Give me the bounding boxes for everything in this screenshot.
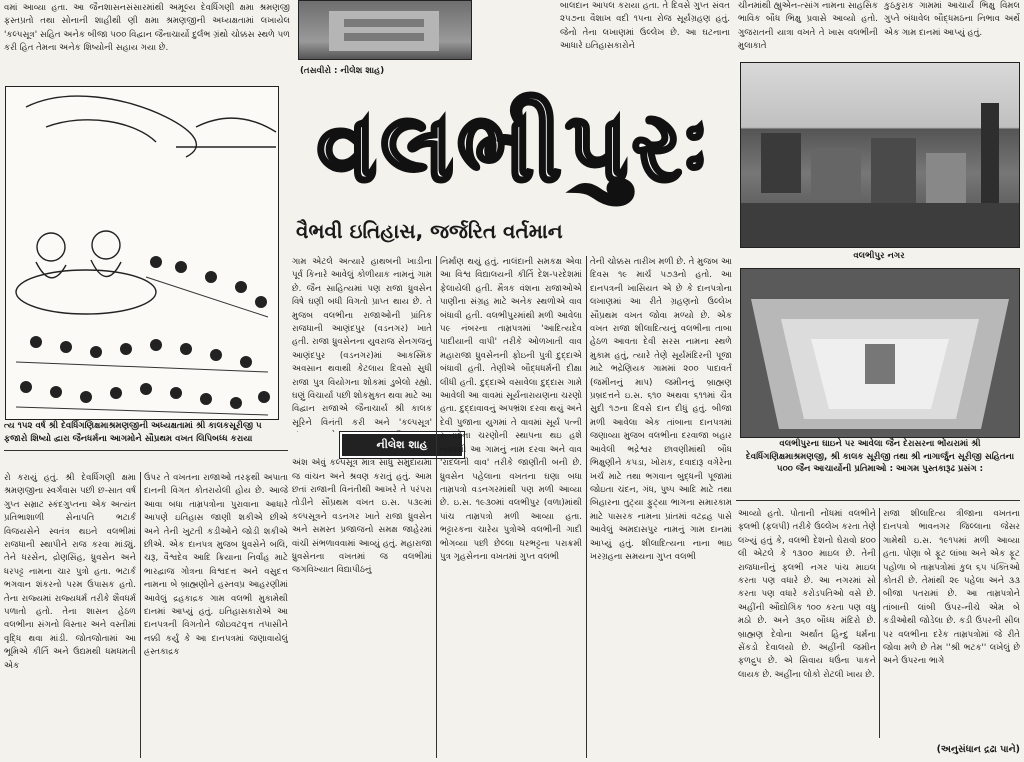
section-divider	[736, 500, 1020, 501]
article-column-mid-center	[144, 472, 288, 758]
continuation-note: (અનુસંધાન દ્રઢા પાને)	[936, 744, 1020, 755]
cellar-photo	[740, 268, 1020, 438]
article-column-a-cont	[292, 458, 432, 758]
article-text: ચીનમાંથી હ્યુએન-ત્સાંગ નામના સાહસિક ભાવિક બૌધ ભિક્ષુ પ્રવાસે આવ્યો હતો. ગુજરાતની યાત્રા વખતે તે ખાસ વલભીની મુલાકાતે	[738, 1, 878, 52]
sketch-caption: ત્ય ૧૫૨ વર્ષ શ્રી દેવર્ધિગણિક્ષમાશ્રમણજીની અધ્યક્ષતામાં શ્રી કાલકસૂરીજી ૫ ફજારો શિષ્યો દ્વારા જૈનધર્મના આગમોને સૌપ્રથમ વખત લિપિબધ્ધ કરાયા	[4, 421, 262, 444]
article-text: ગામ એટલે અત્યારે હાથબની ખાડીના પૂર્વ કિનારે આવેલું કોળીયાક નામનું ગામ છે. જૈન સાહિત્યમાં પણ રાજા ધ્રુવસેન વિષે ઘણી બધી વિગતો પ્રાપ્ત થાય છે. તે મુજબ વલભીના રાજાઓની પ્રાંતિક રાજધાની આણંદપુર (વડનગર) ખાતે હતી. રાજા ધ્રુવસેનના યુવરાજ સેનગજનું આણંદપુર (વડનગર)માં આકસ્મિક અવસાન થવાથી કેટલાય દિવસો સુધી રાજા પુત્ર વિયોગના શોકમાં ડુબેલો રહ્યો. ઘણું વિચાર્યા પછી શોકમુક્ત થવા માટે આ વિદ્વાન રાજાએ જૈનાચાર્ય શ્રી કાલક સૂરિને વિનંતી કરી અને 'કલ્પસૂત્ર'	[292, 257, 432, 428]
article-text: ઉપર તે વખતના રાજાઓ તરફથી અપાતા દાનની વિગત કોતરાયેલી હોય છે. આજે આવા બધા તામ્રપત્રોના પુરાવાના આધારે આપણે ઇતિહાસ જાણી શકીએ છીએ અને તેની ખુટતી કડીઓને જોડી શકીએ છીએ. એક દાનપત્ર મુજબ ધ્રુવસેને બલિ, ચરૂ, વૈશ્વદેવ આદિ ક્રિયાના નિર્વાહ માટે ભારદ્વાજ ગોત્રના વિશ્વદત્ત અને વસુદત્ત નામના બે બ્રાહ્મણોને હસ્તવપ્ર આહરણીમાં આવેલું દ્રહકાદ્રક ગામ વલભી મુકામેથી દાનમાં આપ્યું હતું. ઇતિહાસકારોએ આ દાનપત્રની વિગતોને જોઇવટવૃત્ત ત૫ાસીને નક્કી કર્યું કે આ દાનપત્રમાં જણાવાયેલું હ્રસ્તકાદ્રક	[144, 473, 288, 658]
column-divider	[586, 256, 587, 758]
column-divider	[140, 472, 141, 758]
building-photo-top	[298, 0, 472, 60]
headline-subtitle: વૈભવી ઇતિહાસ, જર્જરિત વર્તમાન	[296, 219, 563, 243]
section-divider	[4, 450, 288, 451]
photo-credit: (તસવીરો : નીલેશ શાહ)	[300, 66, 385, 76]
article-column-top-right-1	[560, 0, 730, 68]
article-text: તેની ચોક્કસ તારીખ મળી છે. તે મુજબ આ દિવસ ૧૯ માર્ચ ૫૭૩નો હતો. આ દાનપત્રની ખાસિયત એ છે કે દાનપત્રોના લખાણમાં આ રીતે ગ્રહણનો ઉલ્લેખ સૌપ્રથમ વખત જોવા મળ્યો છે. એક વખત રાજા શીલાદિત્યનું વલભીના તાબા હેઠળ આવતા દેવી સરસ નામના સ્થળે મુકામ હતું, ત્યારે તેણે સૂર્યમંદિરની પૂજા માટે ભદ્રેણિયક ગામમાં ૨૦૦ પાદાવર્ત (જમીનનું માપ) જમીનનું બ્રાહ્મણ પ્રબ્રદત્તને ઇ.સ. ૬૧૦ અથવા ૬૧૧માં ચૈત્ર સુદી ૧૭ના દિવસે દાન દીધું હતું. બીજા મળી આવેલા એક તાંબાના દાનપત્રમાં જણાવ્યા મુજબ વલભીના દરવાજા બહાર આવેલી ભદ્રેશ્વર છાવણીમાંથી બૌધ ભિક્ષુણીને કપડા, ખોરાક, દવાદારૂ વગેરેના ખર્ચ માટે તથા ભગવાન બુદ્ધની પૂજામાં જોઇતા ચંદન, ગંધ, પુષ્પ આદિ માટે તથા બિહારના તુટ્યા ફુટ્યા ભાગના સમારકામ માટે પાસરક નામના પ્રાંતમાં વટદ્રહ પાસે આવેલું અમદાસપુર નામનું ગામ દાનમાં આપ્યું હતું. શીલાદિત્યના નાના ભાઇ ખરગ્રહના સમયના ગુપ્ત વલભી	[590, 257, 732, 562]
article-column-top-right-3	[884, 0, 1020, 56]
article-column-c	[590, 256, 732, 758]
column-divider	[436, 256, 437, 758]
article-column-bottom-right-2	[883, 508, 1020, 740]
council-sketch-illustration	[5, 86, 279, 420]
headline-title: વલભીપુરઃ	[316, 91, 714, 203]
article-text: કુઠકુરાક ગામમાં આચાર્ય ભિક્ષુ વિમલ ગુપ્તે બંધાવેલ બૌદ્ધમઠના નિભાવ અર્થે એક ગામ દાનમાં આપ્યું હતું.	[884, 1, 1020, 38]
article-text: અંશ એવું કલ્પસૂત્ર માત્ર સાધુ સમુદાયમાં જ વાંચન અને શ્રવણ કરાતું હતું. આમ છતાં રાજાની વિનંતીથી આખરે તે પરંપરા તોડીને સૌપ્રથમ વખત ઇ.સ. ૫૩૯માં કલ્પસૂત્રને વડનગર ખાતે રાજા ધ્રુવસેન અને સમસ્ત પ્રજાજનો સમક્ષ જાહેરમાં વાંચી સંભળાવવામાં આવ્યું હતું. મહારાજા ધ્રુવસેનના વખતમાં જ વલભીમાં જગવિખ્યાત વિદ્યાપીઠનું	[292, 458, 432, 576]
article-column-bottom-right-1	[738, 508, 876, 758]
article-column-top-right-2	[738, 0, 878, 56]
rooftops-illustration	[741, 63, 1019, 247]
article-text: બાલદાન આપલ કરાયા હતા. તે દિવસે ગુપ્ત સંવત ૨૫૭ના વૈશાખ વદી ૧૫ના રોજ સૂર્યગ્રહણ હતું. જેનો તેના લખાણમાં ઉલ્લેખ છે. આ ઘટનાના આધારે ઇતિહાસકારોને	[560, 1, 730, 52]
cellar-idols-illustration	[741, 269, 1019, 437]
article-text: રો કરાયું હતું. શ્રી દેવર્ધિગણી ક્ષમા શ્રમણજીના સ્વર્ગવાસ પછી છ-સાત વર્ષ ગુપ્ત સમ્રાટ સ્કંદગુપ્તના એક અત્યંત પ્રતિભાશાળી સેનાપતિ ભટાર્ક વિજયસેને સ્વતંત્ર થઇને વલભીમાં રાજધાની સ્થાપીને રાજ કરવા માંડ્યું. તેને ધરસેન, દ્રોણસિંહ, ધ્રુવસેન અને ધરપટ્ટ નામના ચાર પુત્રો હતા. ભટાર્ક ભગવાન શંકરનો પરમ ઉપાસક હતો. તેના રાજ્યમાં રાજ્યધર્મ તરીકે શૈવધર્મ પળાતો હતો. તેના શાસન હેઠળ વલભીના સંગનો વિસ્તાર અને વસ્તીમાં વૃદ્ધિ થવા માંડી. જોતજોતામાં આ ભૂમિએ કીર્તિ અને ઉદ્યમથી ધમધમતી એક	[4, 473, 136, 671]
article-column-top-left	[4, 2, 290, 84]
article-text: વમાં આવ્યા હતા. આ જૈનશાસનસંસારમાંથી અમૂલ્ય દેવર્ધિગણી ક્ષમા શ્રમણજી ફસ્તપ્રતો તથા સોનાની શાહીથી ણી ક્ષમા શ્રમણજીની અધ્યક્ષતામાં લખાયેલ 'કલ્પસૂત્ર' સહિત અનેક બીજા ૫૦૦ વિદ્વાન જૈનાચાર્યો દુર્લભ ગ્રંથો ચોક્કસ સ્થળે ૫ળ કરી હિત તેમના અનેક શિષ્યોની સહાય ગયા છે.	[4, 3, 290, 54]
article-text: આવ્યો હતો. પોતાની નોંધમાં વલભીને ફ્લભી (ફલપી) તરીકે ઉલ્લેખ કરતા તેણે લખ્યું હતું કે, વલભી દેશનો ઘેરાવો ૪૦૦ લી એટલે કે ૧૩૦૦ માઇલ છે. તેની રાજધાનીનું ફ્લભી નગર પાંચ માઇલ કરતા પણ વધારે છે. આ નગરમાં સો કરતા પણ વધારે કરોડપતિઓ વસે છે. અહીંની ઔદ્યોગિક ૧૦૦ કરતા પણ વધુ મઠો છે. અને ૩૬૦ બૌધ્ધ મંદિરો છે. બ્રાહ્મણ દેવોના અર્થાત હિન્દુ ધર્મના સેંકડો દેવાલયો છે. અહીંની જમીન ફળદ્રુપ છે. એ સિવાય ધઉંના પાકને લાયક છે. અહીંના લોકો રોટલી ખાય છે.	[738, 509, 876, 680]
article-column-a	[292, 256, 432, 432]
city-photo-caption: વલભીપુર નગર	[853, 251, 905, 261]
column-divider	[879, 508, 880, 738]
article-column-mid-left	[4, 472, 136, 758]
article-column-b	[440, 256, 582, 758]
city-photo	[740, 62, 1020, 248]
article-text: નિર્માણ થયું હતું. નાલંદાની સમકક્ષ એવા આ વિશ્વ વિદ્યાલયની કીર્તિ દેશ-પરદેશમાં ફેલાયેલી હતી. મૈત્રક વંશના રાજાઓએ પાણીના સંગ્રહ માટે અનેક સ્થળોએ વાવ બંધાવી હતી. વલભીપુરમાંથી મળી આવેલા ૫૯ નંબરના તામ્રપત્રમાં 'આદિત્યદેવ પાદીયાની વાપી' તરીકે ઓળખાતી વાવ મહારાજા ધ્રુવસેનની ફોઇની પુત્રી દુદ્દાએ બંધાવી હતી. તેણીએ બૌદ્ધધર્મની દીક્ષા લીધી હતી. દુદ્દાએ વસાવેલા દુદ્દાસ ગામે આવેલી આ વાવમાં સૂર્યનારાયણના ચરણો હતા. દુદ્દાવાવનું અપભ્રંશ દરવા થયું અને દેવી પુજાના યુગમાં તે વાવમાં સૂર્ય પત્ની રન્નાદેના ચરણોની સ્થાપના થઇ હશે ત્યારથી આ ગામનું નામ દરવા અને વાવ 'રાંદલની વાવ' તરીકે જાણીતી બની છે. ધ્રુવસેન પહેલાના વખતના ઘણા બધા તામ્રપત્રો વડનગરમાંથી પણ મળી આવ્યા છે. ઇ.સ. ૧૯૩૦માં વલભીપુર (વળા)માંથી પાંચ તામ્રપત્રો મળી આવ્યા હતા. ભટ્ટારકના ચારેય પુત્રોએ વલભીની ગાદી ભોગવ્યા પછી છેલ્લા ધરભટ્ટના ૫રાક્રમી પુત્ર ગૃહસેનના વખતમાં ગુપ્ત વલભી	[440, 257, 582, 562]
steps-illustration	[299, 1, 471, 59]
cellar-photo-caption: વલભીપુરના ઘાઇને પર આવેલા જૈન દેરાસરના ભોંયરામાં શ્રી દેવર્ધિગણિક્ષમાશ્રમણજી, શ્રી કાલક સૂરીજી તથા શ્રી નાગાર્જુન સૂરીજી સહિતના ૫૦૦ જૈન આચાર્યોની પ્રતિમાઓ : આગમ પુસ્તકારૂઢ પ્રસંગ :	[745, 439, 1015, 474]
author-byline: નીલેશ શાહ	[340, 432, 464, 458]
headline-box	[296, 73, 734, 223]
council-drawing	[6, 87, 278, 419]
article-text: રાજા શીલાદિત્ય ત્રીજાના વખતના દાનપત્રો ભાવનગર જિલ્લાના જેસર ગામેથી ઇ.સ. ૧૯૧૫માં મળી આવ્યા હતા. પોણા બે ફૂટ લાંબા અને એક ફૂટ પહોળા બે તામ્રપત્રોમાં કુલ ૬૫ પંક્તિઓ કોતરી છે. તેમાંથી ૨૯ પહેલા અને ૩૩ બીજા પતરામાં છે. આ તામ્રપત્રોને તાંબાની લાંબી ઉપર-નીચે એમ બે કડીઓથી જોડેલા છે. કડી ઉપરની સીલ પર વલભીના દરેક તામ્રપત્રોમાં જે રીતે જોવા મળે છે તેમ ''શ્રી ભટક'' લખેલું છે અને ઉપરના ભાગે	[883, 509, 1020, 667]
